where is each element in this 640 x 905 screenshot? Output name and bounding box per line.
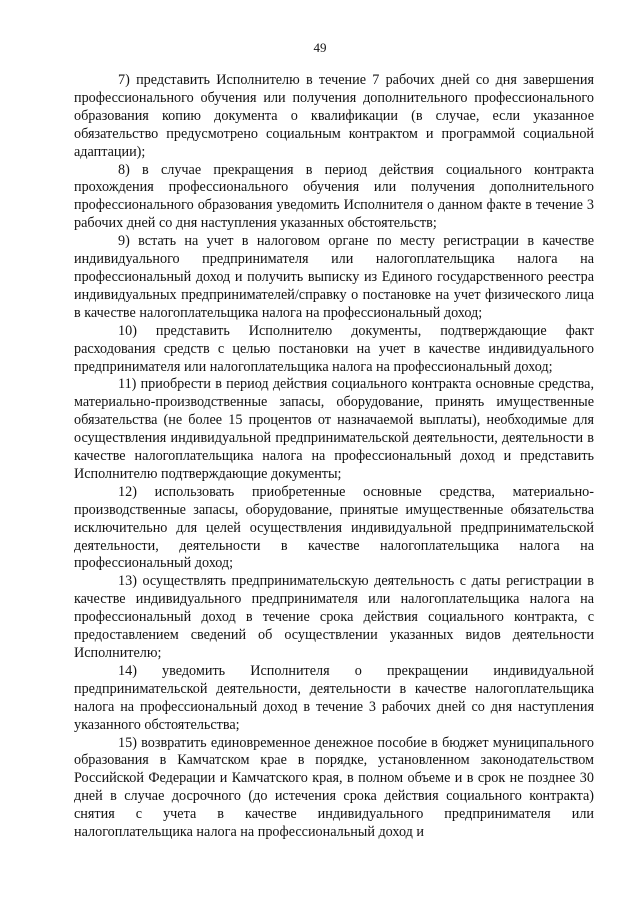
paragraph-item-7: 7) представить Исполнителю в течение 7 рабочих дней со дня завершения профессионального обучения или получения дополнительного профессионального образования копию документа о квалификации (в случае, если указанное обязательство предусмотрено социальным контрактом и программой социальной адаптации); [74, 72, 594, 160]
paragraph-item-9: 9) встать на учет в налоговом органе по месту регистрации в качестве индивидуального предпринимателя или налогоплательщика налога на профессиональный доход и получить выписку из Единого государственного реестра индивидуальных предпринимателей/справку о постановке на учет физического лица в качестве налогоплательщика налога на профессиональный доход; [74, 233, 594, 321]
paragraph-item-8: 8) в случае прекращения в период действия социального контракта прохождения профессионального обучения или получения дополнительного профессионального образования уведомить Исполнителя о данном факте в течение 3 рабочих дней со дня наступления указанных обстоятельств; [74, 161, 594, 232]
paragraph-item-12: 12) использовать приобретенные основные средства, материально-производственные запасы, оборудование, принятые имущественные обязательства исключительно для целей осуществления индивидуальной предпринимательской деятельности, деятельности в качестве налогоплательщика налога на профессиональный доход; [74, 483, 594, 572]
paragraph-item-11: 11) приобрести в период действия социального контракта основные средства, материально-производственные запасы, оборудование, принять имущественные обязательства (не более 15 процентов от назначаемой выплаты), необходимые для осуществления индивидуальной предпринимательской деятельности, деятельности в качестве налогоплательщика налога на профессиональный доход и представить Исполнителю подтверждающие документы; [74, 376, 594, 482]
page-number: 49 [313, 40, 327, 55]
paragraph-item-15: 15) возвратить единовременное денежное пособие в бюджет муниципального образования в Камчатском крае в порядке, установленном законодательством Российской Федерации и Камчатского края, в полном объеме и в срок не позднее 30 дней в случае досрочного (до истечения срока действия социального контракта) снятия с учета в качестве индивидуального предпринимателя или налогоплательщика налога на профессиональный доход и [74, 734, 594, 841]
paragraph-item-14: 14) уведомить Исполнителя о прекращении индивидуальной предпринимательской деятельности, деятельности в качестве налогоплательщика налога на профессиональный доход в течение 3 рабочих дней со дня наступления указанного обстоятельства; [74, 662, 594, 733]
document-body [74, 72, 594, 842]
paragraph-item-10: 10) представить Исполнителю документы, подтверждающие факт расходования средств с целью постановки на учет в качестве индивидуального предпринимателя или налогоплательщика налога на профессиональный доход; [74, 322, 594, 375]
paragraph-item-13: 13) осуществлять предпринимательскую деятельность с даты регистрации в качестве индивидуального предпринимателя или налогоплательщика налога на профессиональный доход в течение срока действия социального контракта, с предоставлением сведений об осуществлении указанных видов деятельности Исполнителю; [74, 573, 594, 661]
